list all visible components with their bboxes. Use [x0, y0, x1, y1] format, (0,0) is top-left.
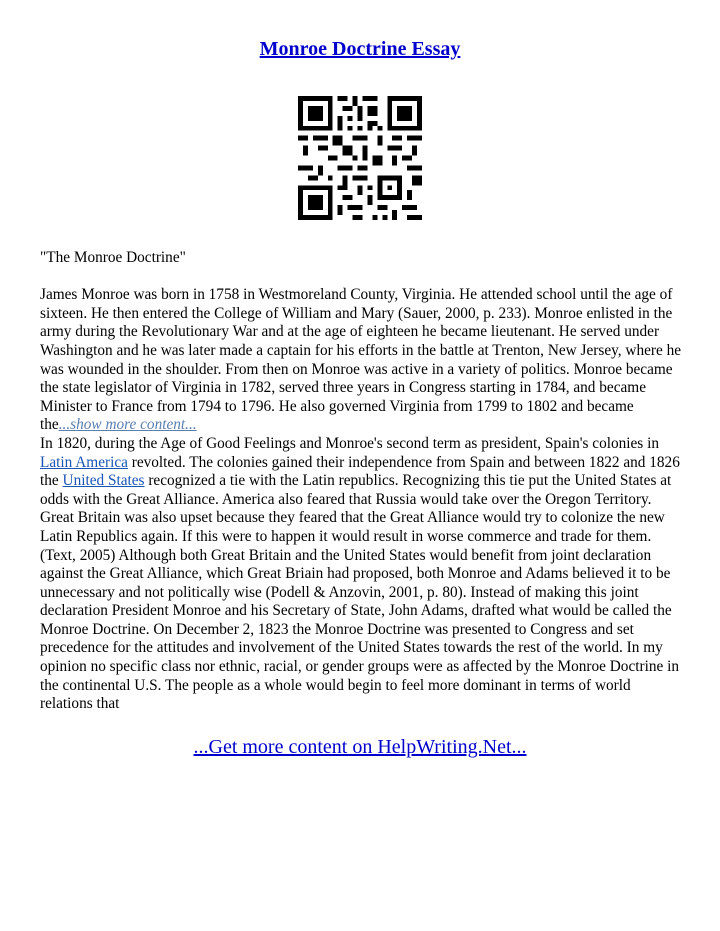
- qr-code: [298, 96, 422, 220]
- united-states-link[interactable]: United States: [62, 472, 145, 490]
- paragraph-2-text-c: recognized a tie with the Latin republics. Recognizing this tie put the United States at odds with the Great Alliance. America also feared that Russia would take over the Oregon Territory. Great Britain was also upset because they feared that the Great Alliance would try to colonize the new Latin Republics again. If this were to happen it would result in worse commerce and trade for them. (Text, 2005) Although both Great Britain and the United States would benefit from joint declaration against the Great Alliance, which Great Briain had proposed, both Monroe and Adams believed it to be unnecessary and not politically wise (Podell & Anzovin, 2001, p. 80). Instead of making this joint declaration President Monroe and his Secretary of State, John Adams, drafted what would be called the Monroe Doctrine. On December 2, 1823 the Monroe Doctrine was presented to Congress and set precedence for the attitudes and involvement of the United States towards the rest of the world. In my opinion no specific class nor ethnic, racial, or gender groups were as affected by the Monroe Doctrine in the continental U.S. The people as a whole would begin to feel more dominant in terms of world relations that: [40, 472, 679, 713]
- paragraph-2-text-a: In 1820, during the Age of Good Feelings and Monroe's second term as president, Spain's colonies in: [40, 434, 659, 452]
- essay-paragraph-1: [40, 286, 682, 435]
- paragraph-1-text: James Monroe was born in 1758 in Westmoreland County, Virginia. He attended school until the age of sixteen. He then entered the College of William and Mary (Sauer, 2000, p. 233). Monroe enlisted in the army during the Revolutionary War and at the age of eighteen he became lieutenant. He served under Washington and he was later made a captain for his efforts in the battle at Trenton, New Jersey, where he was wounded in the shoulder. From then on Monroe was active in a variety of politics. Monroe became the state legislator of Virginia in 1782, served three years in Congress starting in 1784, and became Minister to France from 1794 to 1796. He also governed Virginia from 1799 to 1802 and became the: [40, 286, 682, 434]
- show-more-link[interactable]: ...show more content...: [58, 416, 197, 434]
- essay-paragraph-2: [40, 435, 682, 714]
- paragraph-2-text-b: revolted. The colonies gained their independence from Spain and between 1822 and 1826 the: [40, 453, 680, 490]
- essay-body: [40, 249, 682, 714]
- get-more-content-link[interactable]: ...Get more content on HelpWriting.Net...: [193, 736, 527, 758]
- essay-quote-title: "The Monroe Doctrine": [40, 249, 186, 266]
- latin-america-link[interactable]: Latin America: [40, 453, 128, 471]
- document-title-link[interactable]: Monroe Doctrine Essay: [259, 38, 461, 60]
